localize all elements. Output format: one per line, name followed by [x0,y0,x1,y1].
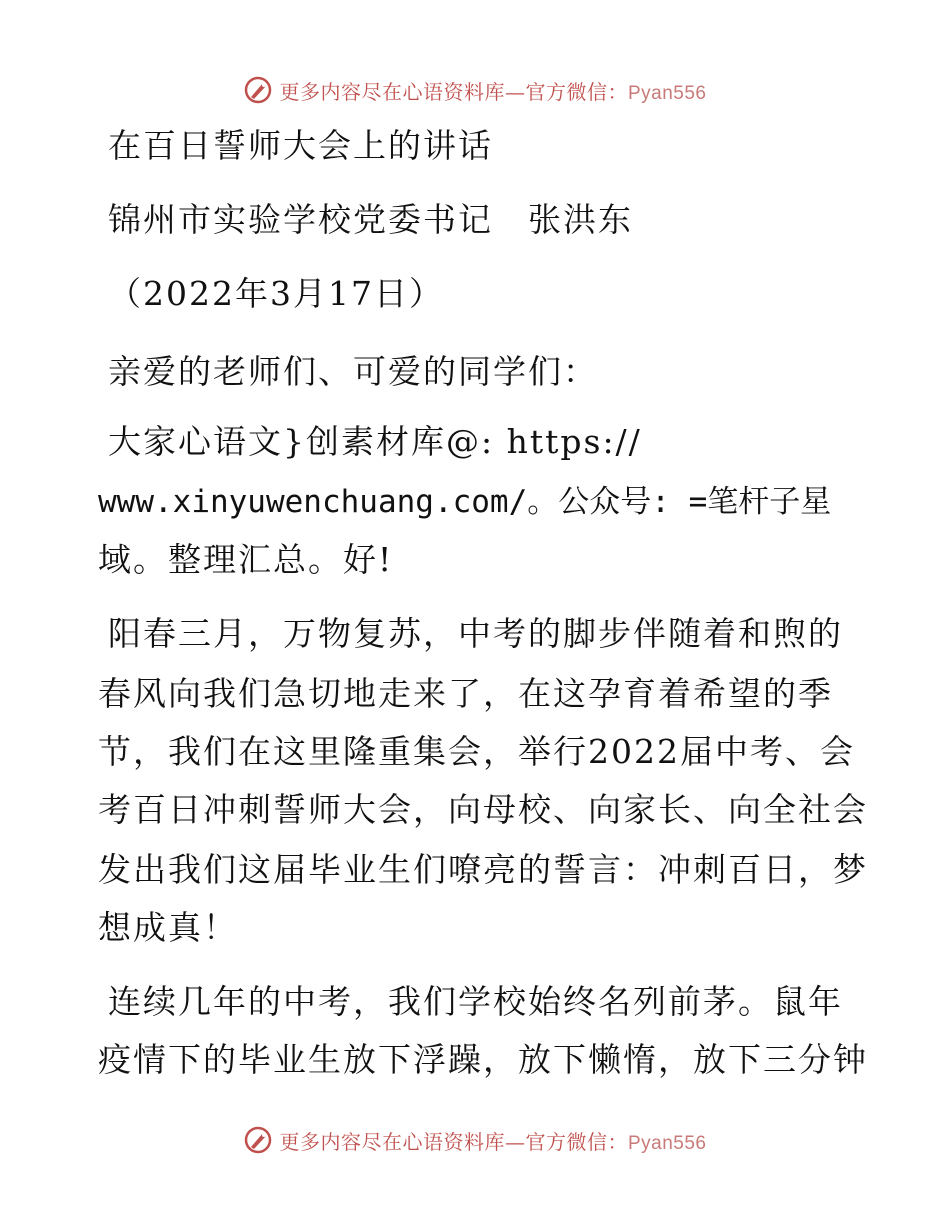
para3-line1: 连续几年的中考，我们学校始终名列前茅。鼠年 [108,982,843,1021]
document-date: （2022年3月17日） [108,274,444,313]
para2-line4: 考百日冲刺誓师大会，向母校、向家长、向全社会 [98,790,868,829]
para2-line2: 春风向我们急切地走来了，在这孕育着希望的季 [98,674,833,713]
footer-banner [0,1120,950,1160]
pen-nib-icon [243,1125,273,1155]
para3-line2: 疫情下的毕业生放下浮躁，放下懒惰，放下三分钟 [98,1040,868,1079]
banner-wechat-id: Pyan556 [627,82,707,104]
banner-text: 更多内容尽在心语资料库—官方微信：Pyan556 [279,79,707,104]
para1-line3: 域。整理汇总。好! [98,540,394,579]
document-title: 在百日誓师大会上的讲话 [108,126,493,165]
header-banner [0,70,950,110]
para2-line3: 节，我们在这里隆重集会，举行2022届中考、会 [98,732,855,771]
para1-line1: 大家心语文}创素材库@: https:// [108,422,642,461]
para2-line6: 想成真！ [98,908,238,947]
banner-text: 更多内容尽在心语资料库—官方微信：Pyan556 [279,1129,707,1154]
para1-line2: www.xinyuwenchuang.com/。公众号: =笔杆子星 [98,484,832,520]
document-author: 锦州市实验学校党委书记 张洪东 [108,200,633,239]
banner-wechat-id: Pyan556 [627,1132,707,1154]
pen-nib-icon [243,75,273,105]
para2-line5: 发出我们这届毕业生们嘹亮的誓言：冲刺百日，梦 [98,850,868,889]
para2-line1: 阳春三月，万物复苏，中考的脚步伴随着和煦的 [108,614,843,653]
greeting: 亲爱的老师们、可爱的同学们： [108,352,598,391]
